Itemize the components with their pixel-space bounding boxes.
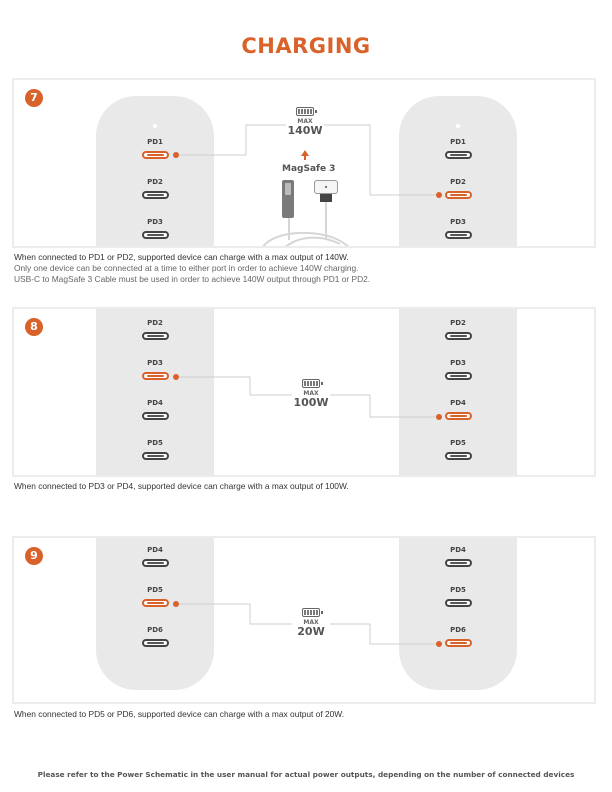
port-label: PD6 <box>450 626 466 634</box>
max-watt-value: 100W <box>293 396 329 409</box>
page-title: CHARGING <box>241 34 371 58</box>
port-label: PD4 <box>450 399 466 407</box>
port-label: PD6 <box>147 626 163 634</box>
port-label: PD3 <box>147 359 163 367</box>
section-number-badge: 9 <box>25 547 43 565</box>
port-label: PD4 <box>147 399 163 407</box>
caption-text: USB-C to MagSafe 3 Cable must be used in order to achieve 140W output through PD1 or PD2. <box>14 274 371 284</box>
active-port-dot <box>173 152 179 158</box>
magsafe-cable-neck <box>320 194 332 202</box>
port-label: PD5 <box>450 586 466 594</box>
charging-panel-8 <box>12 307 596 477</box>
caption-text: When connected to PD3 or PD4, supported device can charge with a max output of 100W. <box>14 481 349 491</box>
active-port-dot <box>436 414 442 420</box>
port-label: PD5 <box>450 439 466 447</box>
max-watt-value: 140W <box>287 124 323 137</box>
port-label: PD1 <box>450 138 466 146</box>
port-label: PD2 <box>147 178 163 186</box>
max-watt-value: 20W <box>297 625 325 638</box>
caption-text: When connected to PD5 or PD6, supported device can charge with a max output of 20W. <box>14 709 345 719</box>
battery-icon <box>302 608 320 617</box>
port-label: PD1 <box>147 138 163 146</box>
max-power-indicator <box>286 104 324 144</box>
max-label: MAX <box>303 619 319 626</box>
battery-icon <box>296 107 314 116</box>
max-label: MAX <box>303 390 319 397</box>
charging-panel-9 <box>12 536 596 704</box>
active-port-dot <box>436 641 442 647</box>
caption-text: Only one device can be connected at a time to either port in order to achieve 140W charging. <box>14 263 359 273</box>
caption-text: When connected to PD1 or PD2, supported device can charge with a max output of 140W. <box>14 252 349 262</box>
max-power-indicator <box>292 605 330 645</box>
max-label: MAX <box>297 118 313 125</box>
port-label: PD3 <box>450 218 466 226</box>
battery-icon <box>302 379 320 388</box>
section-number-badge: 8 <box>25 318 43 336</box>
port-label: PD4 <box>147 546 163 554</box>
usb-c-plug-icon <box>282 180 294 218</box>
magsafe-connector-icon <box>314 180 338 194</box>
port-label: PD2 <box>450 319 466 327</box>
magsafe-cable-label: MagSafe 3 <box>282 164 336 174</box>
port-label: PD3 <box>147 218 163 226</box>
port-label: PD5 <box>147 586 163 594</box>
port-label: PD4 <box>450 546 466 554</box>
active-port-dot <box>173 374 179 380</box>
arrow-stem <box>304 156 306 160</box>
active-port-dot <box>436 192 442 198</box>
max-power-indicator <box>292 376 330 416</box>
active-port-dot <box>173 601 179 607</box>
port-label: PD2 <box>450 178 466 186</box>
port-label: PD5 <box>147 439 163 447</box>
port-label: PD2 <box>147 319 163 327</box>
charging-panel-7 <box>12 78 596 248</box>
port-label: PD3 <box>450 359 466 367</box>
footnote: Please refer to the Power Schematic in the user manual for actual power outputs, depending on the number of connected devices <box>37 770 575 779</box>
section-number-badge: 7 <box>25 89 43 107</box>
